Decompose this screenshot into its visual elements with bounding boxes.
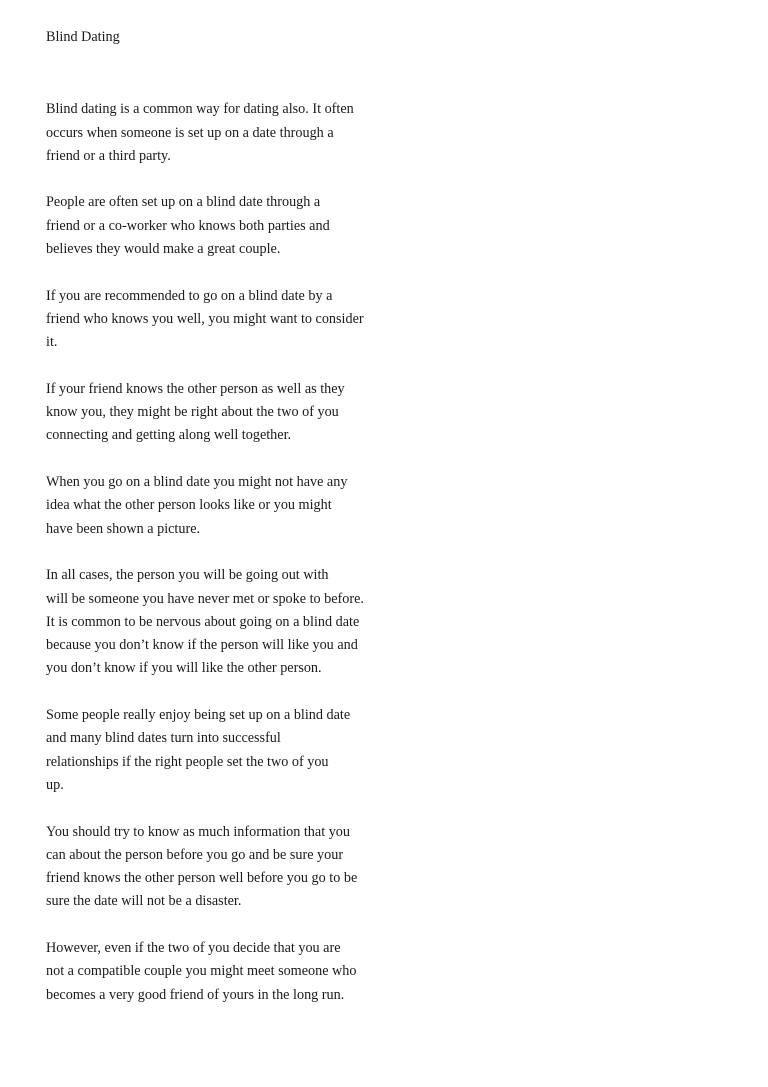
- text-line: If your friend knows the other person as well as they: [46, 380, 345, 397]
- paragraph: [46, 821, 746, 914]
- paragraph: [46, 937, 746, 1007]
- text-line: have been shown a picture.: [46, 520, 201, 537]
- paragraph: [46, 285, 746, 355]
- text-line: You should try to know as much information that you: [46, 823, 350, 840]
- text-line: When you go on a blind date you might not have any: [46, 474, 348, 491]
- text-line: However, even if the two of you decide that you are: [46, 939, 341, 956]
- text-line: know you, they might be right about the two of you: [46, 404, 339, 421]
- text-line: Some people really enjoy being set up on a blind date: [46, 707, 351, 724]
- paragraph: [46, 378, 746, 448]
- text-line: In all cases, the person you will be going out with: [46, 567, 329, 584]
- text-line: occurs when someone is set up on a date through a: [46, 124, 334, 141]
- paragraph: [46, 564, 746, 680]
- text-line: friend knows the other person well before you go to be: [46, 870, 358, 887]
- text-line: friend who knows you well, you might want to consider: [46, 310, 364, 327]
- text-line: People are often set up on a blind date through a: [46, 194, 321, 211]
- paragraph: [46, 704, 746, 797]
- text-line: because you don’t know if the person will like you and: [46, 637, 358, 654]
- paragraph: [46, 471, 746, 541]
- text-line: believes they would make a great couple.: [46, 241, 281, 258]
- text-line: it.: [46, 334, 58, 351]
- text-line: you don’t know if you will like the other person.: [46, 660, 322, 677]
- text-line: friend or a third party.: [46, 147, 171, 164]
- text-line: If you are recommended to go on a blind date by a: [46, 287, 333, 304]
- text-line: friend or a co-worker who knows both parties and: [46, 217, 330, 234]
- text-line: becomes a very good friend of yours in the long run.: [46, 986, 345, 1003]
- text-line: will be someone you have never met or spoke to before.: [46, 590, 364, 607]
- document-title: Blind Dating: [46, 29, 120, 45]
- text-line: can about the person before you go and be sure your: [46, 846, 344, 863]
- paragraph: [46, 191, 746, 261]
- paragraph: [46, 98, 746, 168]
- document-page: [46, 26, 746, 1030]
- text-line: and many blind dates turn into successful: [46, 730, 281, 747]
- text-line: connecting and getting along well together.: [46, 427, 292, 444]
- text-line: sure the date will not be a disaster.: [46, 893, 242, 910]
- text-line: Blind dating is a common way for dating also. It often: [46, 101, 354, 118]
- text-line: relationships if the right people set the two of you: [46, 753, 329, 770]
- text-line: not a compatible couple you might meet someone who: [46, 963, 357, 980]
- document-body: [46, 98, 746, 1007]
- text-line: It is common to be nervous about going on a blind date: [46, 613, 360, 630]
- text-line: up.: [46, 776, 64, 793]
- text-line: idea what the other person looks like or you might: [46, 497, 332, 514]
